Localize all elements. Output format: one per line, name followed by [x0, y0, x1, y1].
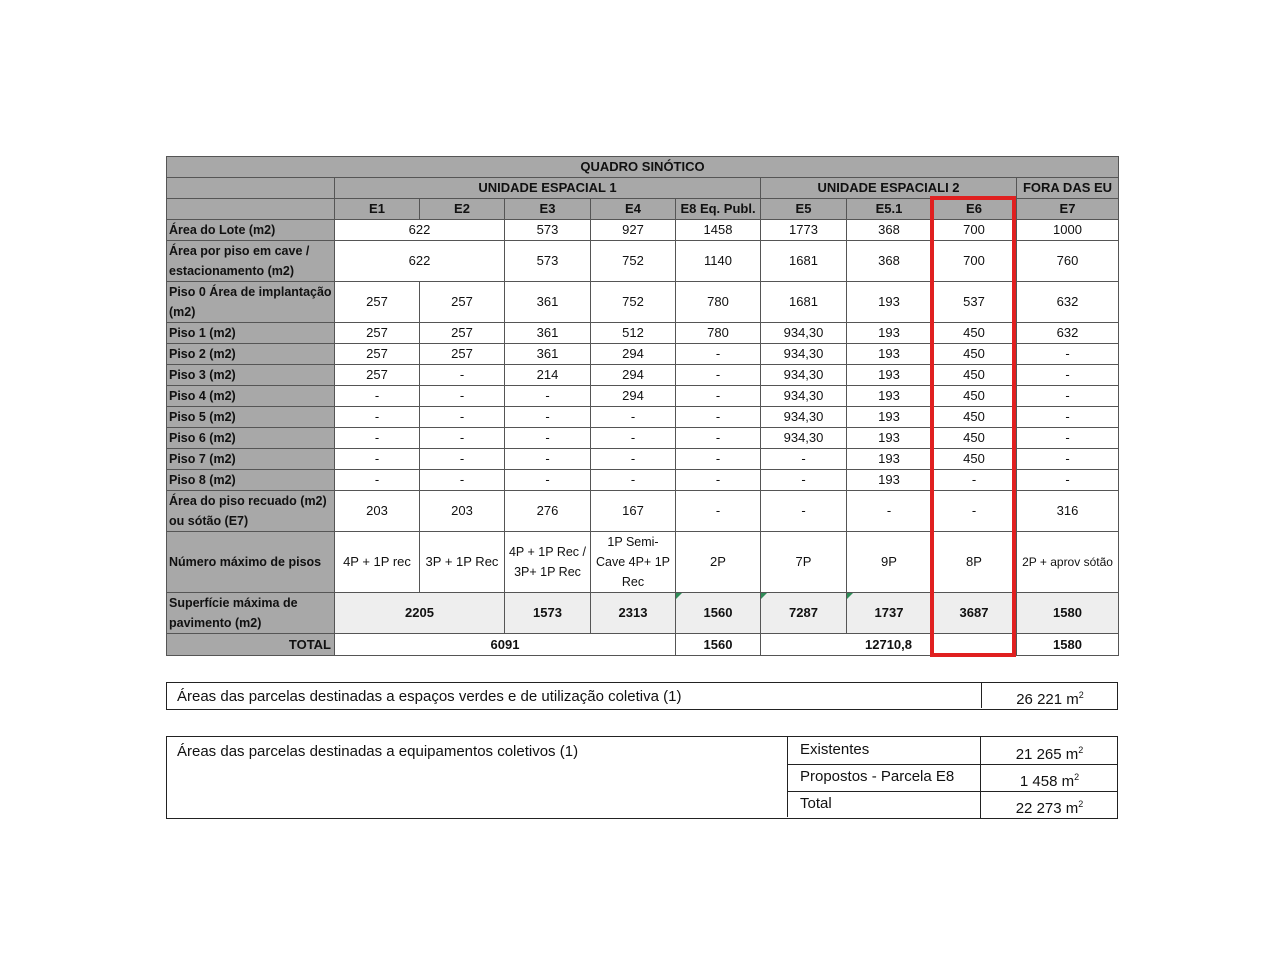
cell: 450 — [932, 323, 1017, 344]
cell: 934,30 — [761, 428, 847, 449]
cell: 934,30 — [761, 365, 847, 386]
cell: 1737 — [847, 593, 932, 634]
cell: 167 — [591, 491, 676, 532]
cell: 368 — [847, 220, 932, 241]
equipamentos-box — [166, 736, 1118, 819]
cell: 934,30 — [761, 344, 847, 365]
cell: - — [335, 407, 420, 428]
row-label: Piso 2 (m2) — [167, 344, 335, 365]
cell: - — [505, 470, 591, 491]
col-header-e1: E1 — [335, 199, 420, 220]
cell: - — [761, 491, 847, 532]
cell: - — [591, 428, 676, 449]
cell: 622 — [335, 220, 505, 241]
cell: - — [676, 449, 761, 470]
cell: - — [335, 449, 420, 470]
row-label: TOTAL — [167, 634, 335, 656]
cell: - — [1017, 449, 1119, 470]
cell: - — [420, 470, 505, 491]
cell: - — [676, 365, 761, 386]
cell: 12710,8 — [761, 634, 1017, 656]
cell: 450 — [932, 365, 1017, 386]
cell: 294 — [591, 386, 676, 407]
cell: 7287 — [761, 593, 847, 634]
cell: 361 — [505, 282, 591, 323]
cell: 450 — [932, 386, 1017, 407]
cell: 1000 — [1017, 220, 1119, 241]
cell: 927 — [591, 220, 676, 241]
cell: 193 — [847, 344, 932, 365]
cell: - — [505, 386, 591, 407]
cell: - — [335, 428, 420, 449]
cell: 6091 — [335, 634, 676, 656]
col-header-e2: E2 — [420, 199, 505, 220]
cell: 316 — [1017, 491, 1119, 532]
cell: - — [420, 428, 505, 449]
cell: 257 — [420, 323, 505, 344]
list-item: Total 22 273 $m^2$ — [788, 791, 1117, 818]
cell: - — [761, 470, 847, 491]
cell: - — [676, 470, 761, 491]
espacos-verdes-box — [166, 682, 1118, 710]
col-header-e6: E6 — [932, 199, 1017, 220]
group-header-ue1: UNIDADE ESPACIAL 1 — [335, 178, 761, 199]
cell: 9P — [847, 532, 932, 593]
cell: 193 — [847, 323, 932, 344]
cell: 1573 — [505, 593, 591, 634]
cell: 2P — [676, 532, 761, 593]
cell: 450 — [932, 428, 1017, 449]
cell: 193 — [847, 407, 932, 428]
cell: - — [420, 365, 505, 386]
cell: 752 — [591, 241, 676, 282]
cell: 193 — [847, 282, 932, 323]
row-label: Piso 5 (m2) — [167, 407, 335, 428]
cell: - — [505, 449, 591, 470]
table-title: QUADRO SINÓTICO — [167, 157, 1119, 178]
cell: 8P — [932, 532, 1017, 593]
cell: 2205 — [335, 593, 505, 634]
cell: 537 — [932, 282, 1017, 323]
cell: - — [335, 386, 420, 407]
cell: 512 — [591, 323, 676, 344]
cell: - — [761, 449, 847, 470]
cell: 193 — [847, 365, 932, 386]
cell: - — [505, 428, 591, 449]
cell: 203 — [420, 491, 505, 532]
row-label: Área do Lote (m2) — [167, 220, 335, 241]
equipamentos-label: Áreas das parcelas destinadas a equipamentos coletivos (1) — [177, 743, 579, 760]
cell: 450 — [932, 449, 1017, 470]
row-label: Número máximo de pisos — [167, 532, 335, 593]
row-label: Área por piso em cave / estacionamento (m2) — [167, 241, 335, 282]
list-item: Propostos - Parcela E8 1 458 $m^2$ — [788, 764, 1117, 792]
cell: 214 — [505, 365, 591, 386]
cell: 361 — [505, 323, 591, 344]
cell: - — [932, 470, 1017, 491]
cell: - — [676, 344, 761, 365]
row-label: Área do piso recuado (m2) ou sótão (E7) — [167, 491, 335, 532]
cell: 276 — [505, 491, 591, 532]
cell: 1458 — [676, 220, 761, 241]
cell: - — [335, 470, 420, 491]
col-header-e5: E5 — [761, 199, 847, 220]
cell: 2P + aprov sótão — [1017, 532, 1119, 593]
cell: 934,30 — [761, 386, 847, 407]
cell: 4P + 1P rec — [335, 532, 420, 593]
row-label: Piso 1 (m2) — [167, 323, 335, 344]
col-header-e4: E4 — [591, 199, 676, 220]
cell: 3P + 1P Rec — [420, 532, 505, 593]
cell: 368 — [847, 241, 932, 282]
cell: - — [1017, 344, 1119, 365]
cell: 1681 — [761, 282, 847, 323]
col-header-e3: E3 — [505, 199, 591, 220]
cell: 294 — [591, 344, 676, 365]
e6-highlight-box — [930, 196, 1016, 657]
cell: - — [676, 407, 761, 428]
espacos-verdes-label: Áreas das parcelas destinadas a espaços verdes e de utilização coletiva (1) — [177, 688, 682, 705]
cell: 257 — [335, 282, 420, 323]
cell: 1580 — [1017, 593, 1119, 634]
cell: - — [1017, 365, 1119, 386]
cell: - — [591, 407, 676, 428]
cell: - — [420, 386, 505, 407]
cell: 1140 — [676, 241, 761, 282]
row-label: Piso 6 (m2) — [167, 428, 335, 449]
cell: - — [676, 386, 761, 407]
row-label: Superfície máxima de pavimento (m2) — [167, 593, 335, 634]
cell: - — [1017, 407, 1119, 428]
cell: 752 — [591, 282, 676, 323]
cell: 450 — [932, 407, 1017, 428]
cell: - — [591, 449, 676, 470]
cell: - — [591, 470, 676, 491]
cell: 760 — [1017, 241, 1119, 282]
cell: 193 — [847, 470, 932, 491]
cell: 361 — [505, 344, 591, 365]
cell: 193 — [847, 449, 932, 470]
cell: 257 — [335, 323, 420, 344]
cell: 780 — [676, 323, 761, 344]
cell: 257 — [335, 344, 420, 365]
col-header-e51: E5.1 — [847, 199, 932, 220]
cell: 1560 — [676, 593, 761, 634]
cell: 700 — [932, 220, 1017, 241]
cell: 934,30 — [761, 407, 847, 428]
cell: 700 — [932, 241, 1017, 282]
cell: - — [847, 491, 932, 532]
cell: - — [420, 407, 505, 428]
cell: 1560 — [676, 634, 761, 656]
cell: 2313 — [591, 593, 676, 634]
cell: 1580 — [1017, 634, 1119, 656]
col-header-e7: E7 — [1017, 199, 1119, 220]
cell: 573 — [505, 241, 591, 282]
row-label: Piso 4 (m2) — [167, 386, 335, 407]
group-header-ue2: UNIDADE ESPACIALI 2 — [761, 178, 1017, 199]
cell: 3687 — [932, 593, 1017, 634]
cell: - — [676, 491, 761, 532]
cell: 193 — [847, 428, 932, 449]
row-label: Piso 7 (m2) — [167, 449, 335, 470]
row-label: Piso 8 (m2) — [167, 470, 335, 491]
cell: - — [932, 491, 1017, 532]
cell: 7P — [761, 532, 847, 593]
cell: - — [1017, 386, 1119, 407]
cell: - — [1017, 470, 1119, 491]
list-item: Existentes 21 265 $m^2$ — [788, 737, 1117, 765]
row-label: Piso 0 Área de implantação (m2) — [167, 282, 335, 323]
cell: 257 — [335, 365, 420, 386]
equipamentos-breakdown — [787, 737, 1117, 817]
cell: 1681 — [761, 241, 847, 282]
cell: 257 — [420, 282, 505, 323]
cell: 1P Semi-Cave 4P+ 1P Rec — [591, 532, 676, 593]
cell: 622 — [335, 241, 505, 282]
cell: 934,30 — [761, 323, 847, 344]
cell: 203 — [335, 491, 420, 532]
cell: 632 — [1017, 282, 1119, 323]
cell: 450 — [932, 344, 1017, 365]
group-header-fora: FORA DAS EU — [1017, 178, 1119, 199]
cell: 193 — [847, 386, 932, 407]
cell: - — [505, 407, 591, 428]
cell: 4P + 1P Rec / 3P+ 1P Rec — [505, 532, 591, 593]
espacos-verdes-value: 26 221 $m^2$ — [981, 683, 1118, 708]
cell: 294 — [591, 365, 676, 386]
cell: 257 — [420, 344, 505, 365]
cell: - — [420, 449, 505, 470]
row-label: Piso 3 (m2) — [167, 365, 335, 386]
col-header-e8: E8 Eq. Publ. — [676, 199, 761, 220]
cell: - — [1017, 428, 1119, 449]
cell: 780 — [676, 282, 761, 323]
cell: 632 — [1017, 323, 1119, 344]
cell: - — [676, 428, 761, 449]
cell: 573 — [505, 220, 591, 241]
cell: 1773 — [761, 220, 847, 241]
